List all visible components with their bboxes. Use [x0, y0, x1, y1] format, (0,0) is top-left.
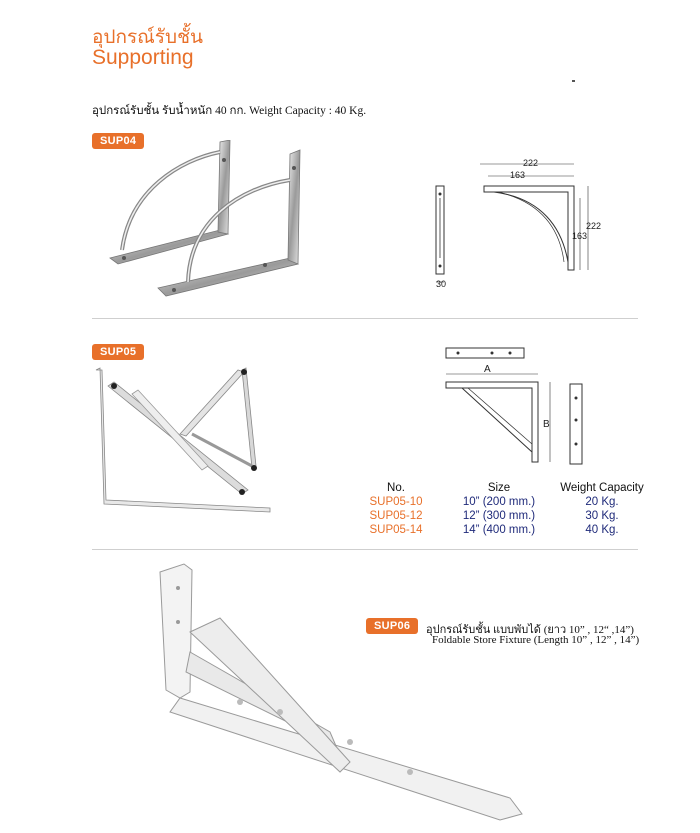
- sup06-description-thai: อุปกรณ์รับชั้น แบบพับได้ (ยาว 10” , 12“ ,14”): [426, 624, 634, 636]
- table-row: [352, 523, 646, 537]
- section-divider: [92, 549, 638, 550]
- sup05-dim-a: A: [484, 364, 491, 375]
- spec-header-no: No.: [387, 482, 405, 494]
- section-divider: [92, 318, 638, 319]
- spec-table-header-row: [352, 482, 646, 495]
- spec-cell-size: 14” (400 mm.): [462, 524, 536, 536]
- spec-cell-weight: 40 Kg.: [585, 524, 619, 536]
- sup05-spec-table: [352, 482, 646, 537]
- sup05-dim-b: B: [543, 419, 550, 430]
- spec-header-weight: Weight Capacity: [560, 482, 644, 494]
- sup05-product-image: [92, 364, 282, 514]
- sup04-dim-height-inner: 163: [572, 231, 588, 241]
- spec-cell-no: SUP05-10: [369, 496, 423, 508]
- sup04-description: อุปกรณ์รับชั้น รับน้ำหนัก 40 กก. Weight Capacity : 40 Kg.: [92, 105, 367, 117]
- sup05-dimension-drawing: [440, 340, 600, 470]
- sup06-badge: SUP06: [366, 618, 418, 634]
- table-row: [352, 509, 646, 523]
- sup05-badge: SUP05: [92, 344, 144, 360]
- sup04-dim-thickness: 30: [436, 279, 447, 289]
- spec-cell-no: SUP05-14: [369, 524, 423, 536]
- sup04-dim-width-outer: 222: [523, 158, 539, 168]
- spec-cell-no: SUP05-12: [369, 510, 423, 522]
- sup06-product-image: [150, 562, 530, 822]
- sup04-badge: SUP04: [92, 133, 144, 149]
- spec-cell-weight: 30 Kg.: [585, 510, 619, 522]
- page-title-thai: อุปกรณ์รับชั้น: [92, 27, 203, 48]
- sup06-description: Foldable Store Fixture (Length 10” , 12” , 14”): [432, 634, 640, 646]
- decorative-dot: [572, 80, 575, 82]
- spec-cell-size: 10” (200 mm.): [462, 496, 536, 508]
- spec-header-size: Size: [487, 482, 511, 494]
- sup04-dim-width-inner: 163: [510, 170, 526, 180]
- page-title: Supporting: [92, 46, 194, 69]
- sup04-dim-height-outer: 222: [586, 221, 602, 231]
- sup04-product-image: [100, 140, 320, 300]
- spec-cell-weight: 20 Kg.: [585, 496, 619, 508]
- spec-cell-size: 12” (300 mm.): [462, 510, 536, 522]
- table-row: [352, 495, 646, 509]
